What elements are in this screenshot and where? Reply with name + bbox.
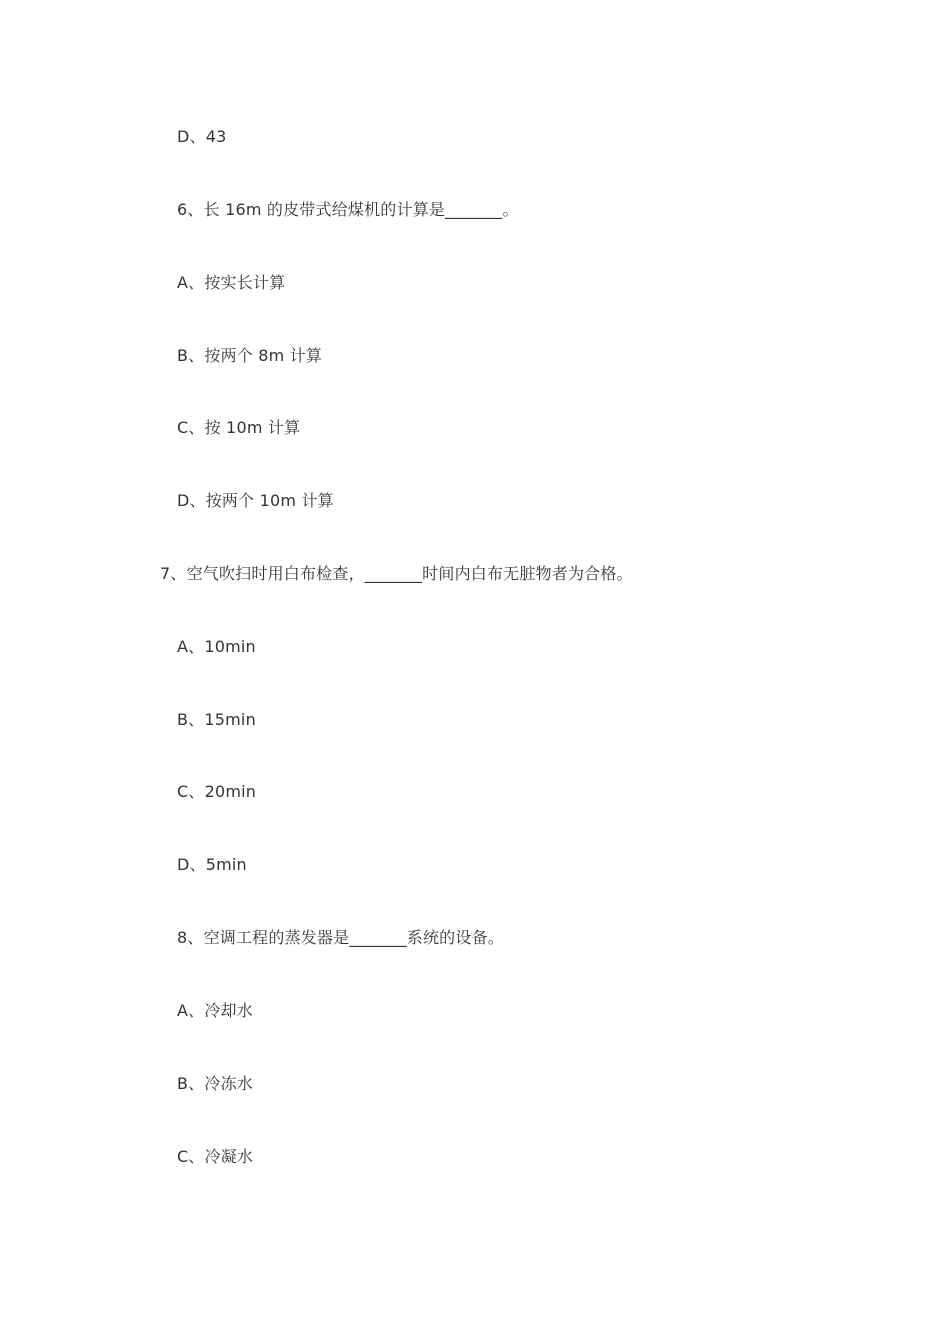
question-8-option-a: A、冷却水 [177,1001,253,1020]
question-7-option-d: D、5min [177,855,247,874]
question-6-stem: 6、长 16m 的皮带式给煤机的计算是_______。 [177,200,519,219]
question-7-option-c: C、20min [177,782,257,801]
question-6-option-c: C、按 10m 计算 [177,418,301,437]
question-7-stem: 7、空气吹扫时用白布检查，_______时间内白布无脏物者为合格。 [160,564,633,583]
question-5-option-d: D、43 [177,127,227,146]
question-6-option-d: D、按两个 10m 计算 [177,491,334,510]
question-8-stem: 8、空调工程的蒸发器是_______系统的设备。 [177,928,504,947]
question-7-option-b: B、15min [177,710,256,729]
question-8-option-b: B、冷冻水 [177,1074,253,1093]
question-7-option-a: A、10min [177,637,256,656]
question-8-option-c: C、冷凝水 [177,1147,254,1166]
question-6-option-b: B、按两个 8m 计算 [177,346,323,365]
question-6-option-a: A、按实长计算 [177,273,286,292]
